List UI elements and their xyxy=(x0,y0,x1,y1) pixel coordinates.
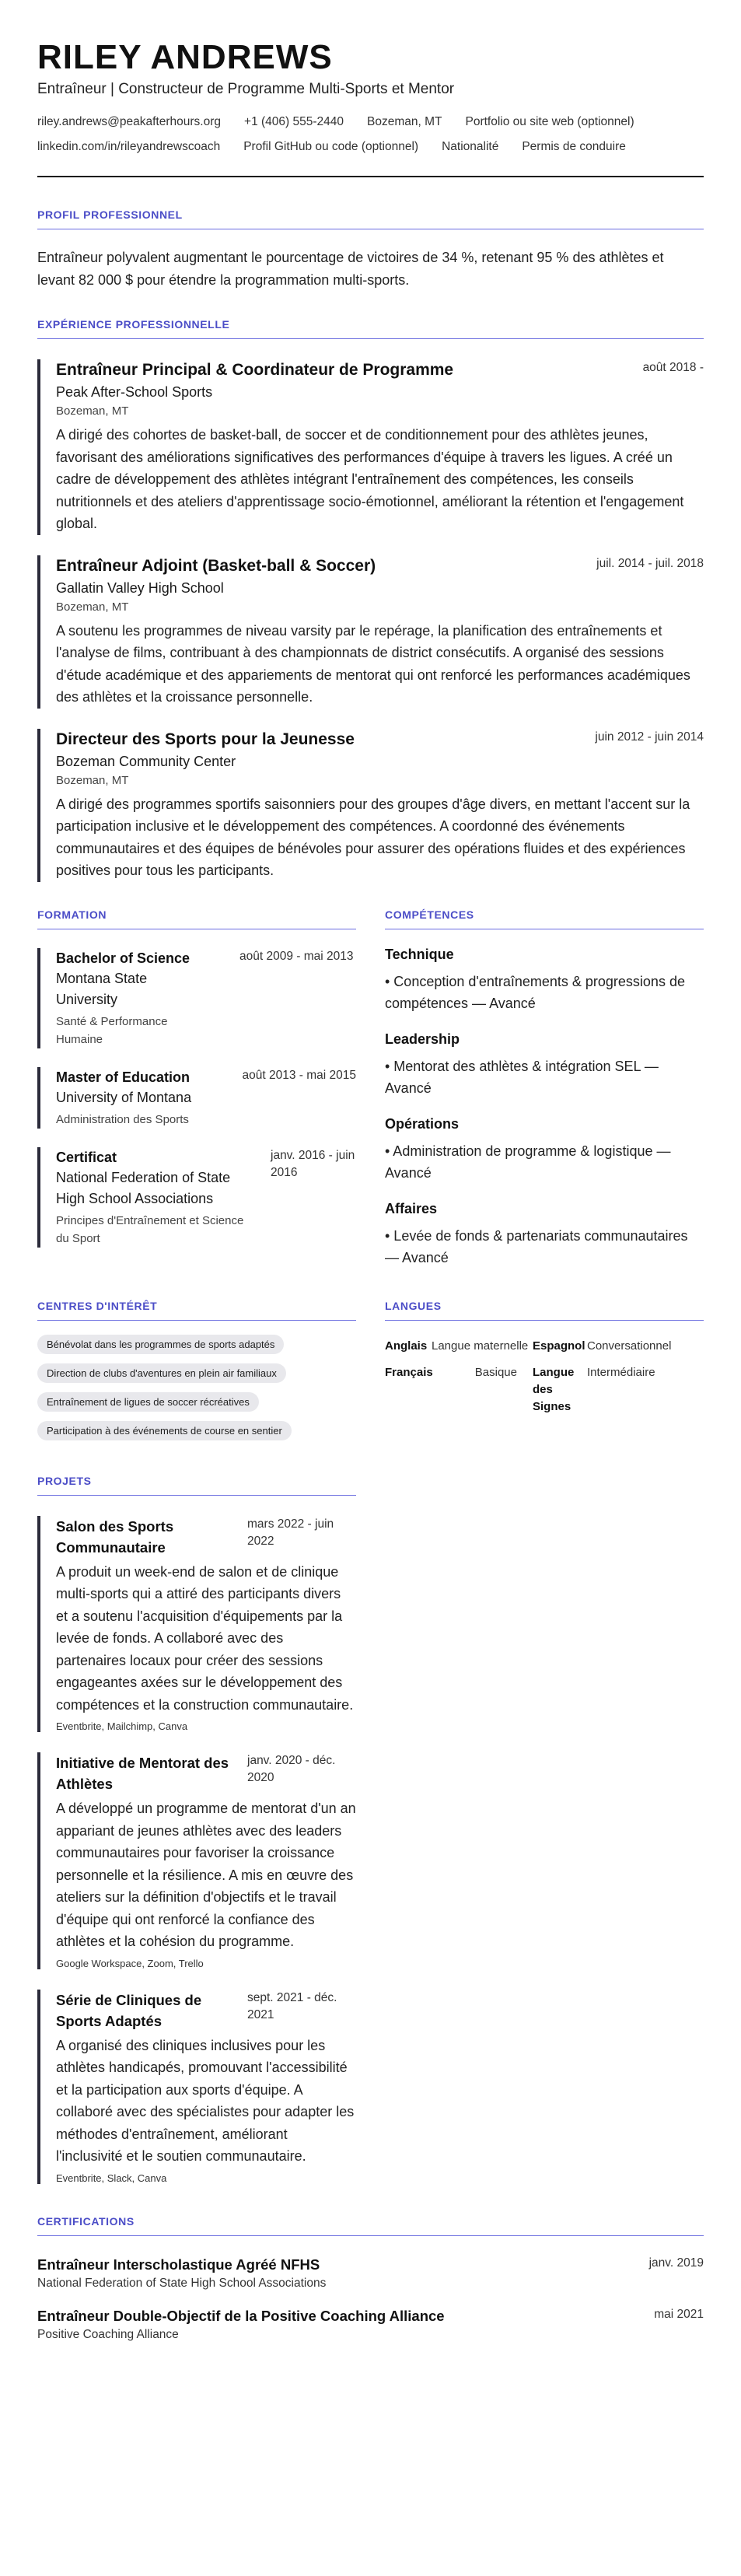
interest-tag: Participation à des événements de course en sentier xyxy=(37,1421,292,1440)
language-level: Conversationnel xyxy=(587,1339,672,1353)
cert-date: janv. 2019 xyxy=(648,2256,704,2270)
project-title: Salon des Sports Communautaire xyxy=(56,1517,174,1556)
language-level: Langue maternelle xyxy=(432,1339,529,1353)
contact-info xyxy=(37,115,704,165)
projects-section xyxy=(37,1475,356,2184)
job-organization: Gallatin Valley High School xyxy=(56,579,224,596)
skill-item: • Mentorat des athlètes & intégration SEL — Avancé xyxy=(385,1058,659,1096)
project-tools: Eventbrite, Slack, Canva xyxy=(56,2172,167,2184)
education-section xyxy=(37,908,356,1269)
contact-phone[interactable]: +1 (406) 555-2440 xyxy=(244,115,344,128)
languages-grid xyxy=(385,1338,704,1416)
certification-item xyxy=(37,2308,704,2342)
project-description: A produit un week-end de salon et de clinique multi-sports qui a attiré des participants divers et a soutenu l'acquisition d'équipements par la levée de fonds. A collaboré avec des partenaires locaux pour créer des sessions engageantes axées sur le développement des compétences et la construction communautaire. xyxy=(56,1563,354,1713)
experience-item xyxy=(37,359,704,535)
skill-item: • Levée de fonds & partenariats communautaires — Avancé xyxy=(385,1227,688,1265)
header-divider xyxy=(37,176,704,177)
headline: Entraîneur | Constructeur de Programme Multi-Sports et Mentor xyxy=(37,81,455,97)
languages-section xyxy=(385,1300,704,1450)
job-title: Entraîneur Adjoint (Basket-ball & Soccer) xyxy=(56,556,376,575)
contact-github[interactable]: Profil GitHub ou code (optionnel) xyxy=(243,140,419,153)
experience-heading: EXPÉRIENCE PROFESSIONNELLE xyxy=(37,318,704,339)
project-item xyxy=(37,1516,356,1733)
project-title: Série de Cliniques de Sports Adaptés xyxy=(56,1991,202,2029)
education-item xyxy=(37,948,356,1048)
cert-issuer: Positive Coaching Alliance xyxy=(37,2327,179,2341)
cert-title: Entraîneur Interscholastique Agréé NFHS xyxy=(37,2256,320,2273)
interests-heading: CENTRES D'INTÉRÊT xyxy=(37,1300,356,1321)
project-item xyxy=(37,1990,356,2184)
education-item xyxy=(37,1067,356,1129)
edu-field: Principes d'Entraînement et Science du Sport xyxy=(56,1213,244,1245)
education-skills-row xyxy=(37,908,704,1269)
job-description: A dirigé des programmes sportifs saisonniers pour des groupes d'âge divers, en mettant l'accent sur la participation inclusive et le développement des compétences. A coordonné des événements communautaires et des équipes de bénévoles pour assurer des opérations fluides et des expériences positives pour tous les participants. xyxy=(56,796,690,878)
interest-tag: Bénévolat dans les programmes de sports adaptés xyxy=(37,1335,284,1354)
job-location: Bozeman, MT xyxy=(56,600,129,614)
experience-item xyxy=(37,555,704,709)
education-item xyxy=(37,1147,356,1248)
interest-tag: Entraînement de ligues de soccer récréatives xyxy=(37,1392,259,1412)
cert-title: Entraîneur Double-Objectif de la Positive Coaching Alliance xyxy=(37,2307,445,2324)
experience-section xyxy=(37,318,704,882)
project-description: A organisé des cliniques inclusives pour les athlètes handicapés, promouvant l'accessibilité et la participation aux sports d'équipe. A collaboré avec des spécialistes pour adapter les méthodes d'entraînement, améliorant l'inclusivité et le soutien communautaire. xyxy=(56,2037,355,2164)
projects-heading: PROJETS xyxy=(37,1475,356,1496)
job-date: juin 2012 - juin 2014 xyxy=(595,730,704,744)
job-title: Directeur des Sports pour la Jeunesse xyxy=(56,730,355,748)
skill-category: Opérations xyxy=(385,1115,460,1132)
edu-field: Administration des Sports xyxy=(56,1112,189,1126)
job-description: A dirigé des cohortes de basket-ball, de soccer et de conditionnement pour des athlètes jeunes, favorisant des améliorations significatives des performances d'équipe à travers les ligues. A créé un cadre de développement des athlètes intégrant l'entraînement des compétences, les conseils nutritionnels et des ateliers d'apprentissage socio-émotionnel, améliorant la rétention et l'engagement global. xyxy=(56,427,684,531)
language-level: Intermédiaire xyxy=(587,1365,655,1379)
edu-field: Santé & Performance Humaine xyxy=(56,1014,168,1046)
candidate-name: RILEY ANDREWS xyxy=(37,38,333,76)
job-organization: Peak After-School Sports xyxy=(56,384,213,400)
summary-heading: PROFIL PROFESSIONNEL xyxy=(37,208,704,229)
edu-school: National Federation of State High School Associations xyxy=(56,1169,231,1206)
job-date: août 2018 - xyxy=(642,361,704,374)
experience-item xyxy=(37,729,704,882)
summary-text: Entraîneur polyvalent augmentant le pourcentage de victoires de 34 %, retenant 95 % des athlètes et levant 82 000 $ pour étendre la programmation multi-sports. xyxy=(37,250,664,288)
cert-date: mai 2021 xyxy=(654,2307,704,2321)
edu-school: University of Montana xyxy=(56,1089,192,1105)
contact-nationality: Nationalité xyxy=(442,140,499,153)
skill-item: • Administration de programme & logistique — Avancé xyxy=(385,1143,671,1181)
interests-languages-row xyxy=(37,1300,704,1450)
interest-tag: Direction de clubs d'aventures en plein air familiaux xyxy=(37,1363,286,1383)
certifications-section xyxy=(37,2215,704,2342)
edu-degree: Certificat xyxy=(56,1149,117,1165)
cert-issuer: National Federation of State High School Associations xyxy=(37,2276,327,2290)
resume-header xyxy=(37,37,704,177)
skill-category: Affaires xyxy=(385,1200,438,1216)
project-item xyxy=(37,1752,356,1969)
languages-heading: LANGUES xyxy=(385,1300,704,1321)
skills-section xyxy=(385,908,704,1269)
job-title: Entraîneur Principal & Coordinateur de Programme xyxy=(56,361,454,379)
interests-section xyxy=(37,1300,356,1450)
resume-page xyxy=(37,37,704,2342)
project-tools: Google Workspace, Zoom, Trello xyxy=(56,1957,204,1969)
language-name: Espagnol xyxy=(533,1339,585,1353)
contact-email[interactable]: riley.andrews@peakafterhours.org xyxy=(37,115,222,128)
job-location: Bozeman, MT xyxy=(56,773,129,787)
certifications-heading: CERTIFICATIONS xyxy=(37,2215,704,2236)
language-level: Basique xyxy=(474,1365,517,1379)
education-heading: FORMATION xyxy=(37,908,356,929)
skill-category: Technique xyxy=(385,946,454,962)
project-date: sept. 2021 - déc. 2021 xyxy=(247,1990,337,2021)
language-name: Anglais xyxy=(385,1339,428,1353)
project-tools: Eventbrite, Mailchimp, Canva xyxy=(56,1720,188,1732)
interest-tags xyxy=(37,1335,356,1450)
job-organization: Bozeman Community Center xyxy=(56,753,236,769)
project-date: mars 2022 - juin 2022 xyxy=(247,1517,334,1548)
contact-license: Permis de conduire xyxy=(522,140,626,153)
job-description: A soutenu les programmes de niveau varsity par le repérage, la planification des entraînements et l'analyse de films, contribuant à des championnats de district consécutifs. A organisé des sessions d'étude académique et des appariements de mentorat qui ont renforcé les performances académiques des athlètes et la croissance personnelle. xyxy=(56,622,690,705)
skills-heading: COMPÉTENCES xyxy=(385,908,704,929)
edu-degree: Master of Education xyxy=(56,1069,190,1085)
language-name: Langue des Signes xyxy=(533,1365,575,1413)
edu-degree: Bachelor of Science xyxy=(56,950,190,966)
summary-section xyxy=(37,208,704,292)
skill-category: Leadership xyxy=(385,1031,460,1047)
job-location: Bozeman, MT xyxy=(56,404,129,418)
job-date: juil. 2014 - juil. 2018 xyxy=(596,556,704,570)
project-description: A développé un programme de mentorat d'un an appariant de jeunes athlètes avec des leaders communautaires pour favoriser la croissance personnelle et la résilience. A mis en œuvre des ateliers sur la définition d'objectifs et le travail d'équipe qui ont renforcé la confiance des athlètes et la cohésion du programme. xyxy=(56,1801,356,1949)
edu-date: août 2013 - mai 2015 xyxy=(242,1068,356,1082)
project-date: janv. 2020 - déc. 2020 xyxy=(247,1754,336,1784)
project-title: Initiative de Mentorat des Athlètes xyxy=(56,1755,229,1792)
edu-date: janv. 2016 - juin 2016 xyxy=(271,1148,355,1179)
edu-date: août 2009 - mai 2013 xyxy=(239,949,354,963)
skill-item: • Conception d'entraînements & progressions de compétences — Avancé xyxy=(385,973,685,1011)
certification-item xyxy=(37,2256,704,2291)
contact-location: Bozeman, MT xyxy=(367,115,442,128)
contact-linkedin[interactable]: linkedin.com/in/rileyandrewscoach xyxy=(37,140,221,153)
contact-portfolio[interactable]: Portfolio ou site web (optionnel) xyxy=(465,115,634,128)
edu-school: Montana State University xyxy=(56,970,148,1007)
language-name: Français xyxy=(385,1365,433,1379)
